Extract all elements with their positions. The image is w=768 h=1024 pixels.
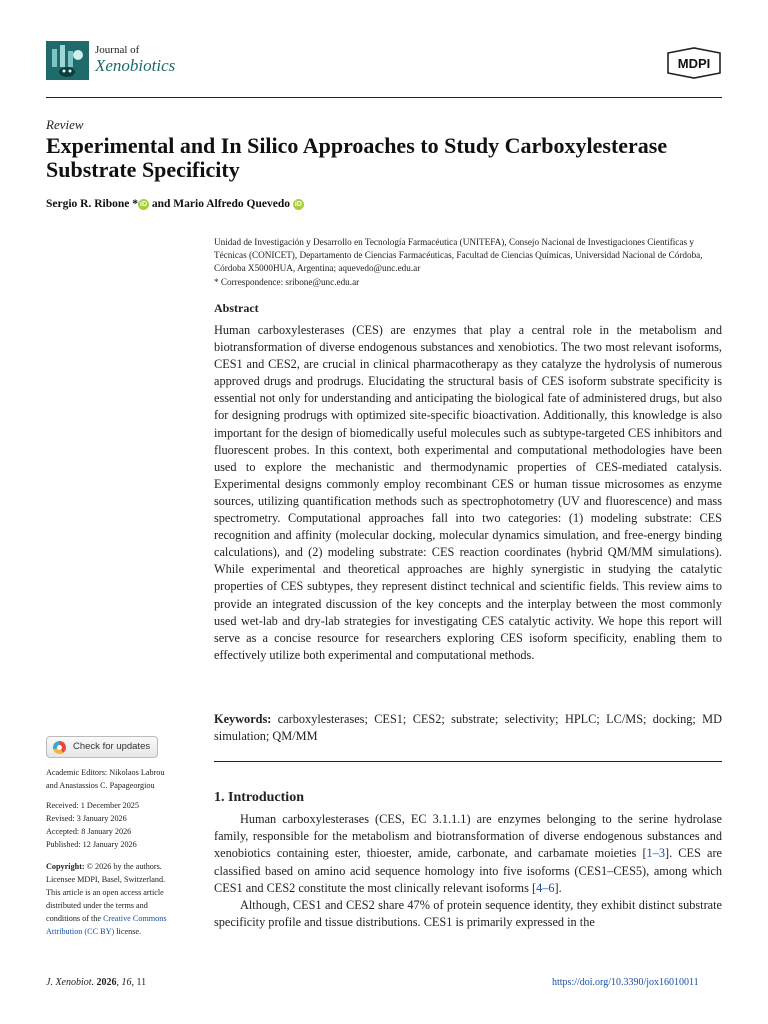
paragraph-text: ]. CES are classified based on amino acid sequence homology into five isoforms (CES1–CES5), among which CES1 and CES2 constitute the most clinically relevant isoforms [ [214,846,723,895]
keywords [214,711,722,745]
orcid-icon[interactable]: iD [294,201,302,208]
published-date: Published: 12 January 2026 [46,840,137,849]
affiliation: Unidad de Investigación y Desarrollo en Tecnología Farmacéutica (UNITEFA), Consejo Nacional de Investigaciones Científicas y Técnicas (CONICET), Departamento de Ciencias Farmacéuticas, Facultad de Ciencias Químicas, Universidad Nacional de Córdoba, Córdoba X5000HUA, Argentina; aquevedo@unc.edu.ar [214,237,703,274]
license-link[interactable]: Creative Commons [103,914,167,923]
introduction-heading: 1. Introduction [214,790,304,805]
publication-dates [46,799,206,851]
academic-editors [46,766,206,792]
copyright-line: conditions of the [46,914,102,923]
paragraph [214,811,722,897]
license-suffix: license. [116,927,142,936]
author-name[interactable]: Mario Alfredo Quevedo [173,198,290,210]
orcid-icon[interactable]: iD [140,201,147,208]
check-for-updates-label: Check for updates [73,741,151,752]
journal-name-line2: Xenobiotics [95,56,176,75]
license-link[interactable]: Attribution (CC BY) [46,927,115,936]
received-date: Received: 1 December 2025 [46,801,139,810]
paragraph-text: ]. [554,880,562,895]
copyright-line: Licensee MDPI, Basel, Switzerland. [46,875,166,884]
journal-name-line1: Journal of [95,44,140,56]
author-list [46,198,304,210]
keywords-label: Keywords: [214,712,272,726]
header-rule [46,97,722,98]
copyright-line: © 2026 by the authors. [86,862,162,871]
crossmark-icon [53,741,66,754]
copyright-notice [46,860,206,938]
article-title: Experimental and In Silico Approaches to Study Carboxylesterase Substrate Specificity [46,133,668,182]
mdpi-logo [664,47,724,79]
article-type: Review [46,117,84,132]
citation-volume: 16 [121,977,132,988]
corresponding-mark: * [132,198,138,210]
paragraph-text: Human carboxylesterases (CES, EC 3.1.1.1) are enzymes belonging to the serine hydrolase family, responsible for the metabolism and biotransformation of diverse endogenous substances and xenobiotics containing ester, thioester, amide, carbonate, and carbamate moieties [ [214,812,722,861]
revised-date: Revised: 3 January 2026 [46,814,127,823]
accepted-date: Accepted: 8 January 2026 [46,827,132,836]
citation-year: 2026 [96,977,117,988]
abstract-heading: Abstract [214,301,259,315]
footer-citation: J. Xenobiot. 2026, 16, 11 [46,977,147,988]
academic-editors-line: and Anastassios C. Papageorgiou [46,781,155,790]
copyright-label: Copyright: [46,862,85,871]
section-divider [214,761,722,762]
citation-article: 11 [136,977,147,988]
introduction-body [214,811,722,931]
paragraph: Although, CES1 and CES2 share 47% of protein sequence identity, they exhibit distinct substrate specificity profile and tissue distributions. CES1 is primarily expressed in the [214,898,722,930]
author-conjunction: and [151,198,171,210]
publisher-name: MDPI [677,56,711,71]
author-name[interactable]: Sergio R. Ribone [46,198,130,210]
citation-journal: J. Xenobiot. [46,977,95,988]
journal-logo [46,41,89,80]
copyright-line: This article is an open access article [46,888,164,897]
check-for-updates-button[interactable] [46,736,158,758]
abstract-text: Human carboxylesterases (CES) are enzymes that play a central role in the metabolism and biotransformation of diverse endogenous substances and xenobiotics. The two most relevant isoforms, CES1 and CES2, are crucial in clinical pharmacotherapy as they catalyze the hydrolysis of numerous approved drugs and prodrugs. Elucidating the structural basis of CES isoform substrate specificity is essential not only for understanding and anticipating the biological fate of administered drugs, but also for designing prodrugs with optimized site-specific bioactivation. Additionally, this knowledge is also important for the design of biomedically useful molecules such as subtype-targeted CES inhibitors and fluorescent probes. In this context, both experimental and computational methodologies have been used to explore the mechanistic and thermodynamic properties of CES-mediated catalysis. Experimental designs commonly employ recombinant CES or human tissue microsomes as enzyme sources, utilizing quantification methods such as spectrophotometry (UV and fluorescence) and mass spectrometry. Computational approaches fall into two categories: (1) modeling substrate: CES recognition and affinity (molecular docking, molecular dynamics simulation, and free-energy binding calculations), and (2) modeling substrate: CES reaction coordinates (hybrid QM/MM simulations). While experimental and theoretical approaches are highly synergistic in studying the catalytic properties of CES subtypes, they represent distinct technical and scientific fields. This review aims to provide an integrated discussion of the key concepts and the interplay between the most commonly used wet-lab and dry-lab strategies for investigating CES catalytic activity. We hope this report will serve as a concise resource for researchers exploring CES isoform specificity, enabling them to effectively utilize both experimental and computational methods. [214,323,722,662]
academic-editors-line: Academic Editors: Nikolaos Labrou [46,768,165,777]
keywords-text: carboxylesterases; CES1; CES2; substrate; selectivity; HPLC; LC/MS; docking; MD simulation; QM/MM [214,712,722,744]
correspondence: * Correspondence: sribone@unc.edu.ar [214,277,360,287]
doi-link[interactable]: https://doi.org/10.3390/jox16010011 [552,977,699,988]
citation-link[interactable]: 4–6 [536,880,555,895]
citation-link[interactable]: 1–3 [646,846,665,861]
copyright-line: distributed under the terms and [46,901,148,910]
